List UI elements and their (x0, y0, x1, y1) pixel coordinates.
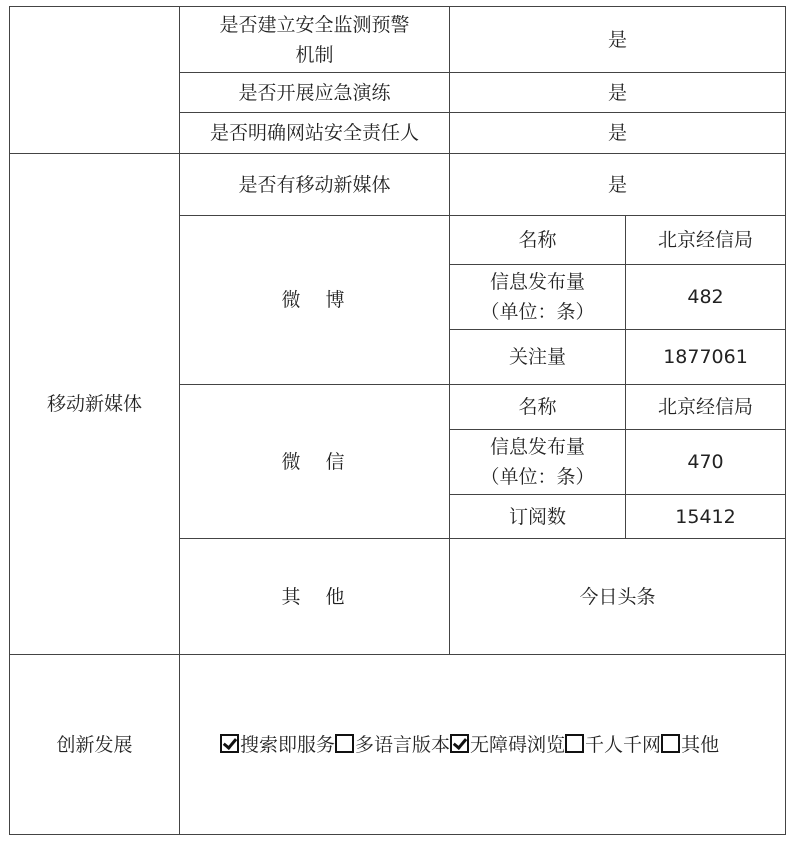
wechat-name-label: 名称 (450, 385, 626, 430)
wechat-subscribers-value: 15412 (626, 495, 786, 539)
option-other[interactable]: 其他 (661, 734, 719, 756)
checkbox-unchecked-icon[interactable] (661, 734, 680, 753)
innovation-options (180, 655, 786, 835)
table-row (10, 655, 786, 835)
wechat-label: 微 信 (180, 385, 450, 539)
has-media-label: 是否有移动新媒体 (180, 154, 450, 216)
option-personalization[interactable]: 千人千网 (565, 734, 661, 756)
option-search-service[interactable]: 搜索即服务 (220, 734, 335, 756)
checkbox-unchecked-icon[interactable] (335, 734, 354, 753)
weibo-name-value: 北京经信局 (626, 216, 786, 265)
wechat-posts-value: 470 (626, 430, 786, 495)
report-table (9, 6, 786, 835)
weibo-label: 微 博 (180, 216, 450, 385)
security-label: 是否开展应急演练 (180, 73, 450, 113)
security-value: 是 (450, 73, 786, 113)
checkbox-checked-icon[interactable] (220, 734, 239, 753)
security-label: 是否明确网站安全责任人 (180, 113, 450, 154)
option-accessibility[interactable]: 无障碍浏览 (450, 734, 565, 756)
security-value: 是 (450, 7, 786, 73)
weibo-name-label: 名称 (450, 216, 626, 265)
weibo-followers-value: 1877061 (626, 330, 786, 385)
innovation-section-label: 创新发展 (10, 655, 180, 835)
wechat-name-value: 北京经信局 (626, 385, 786, 430)
wechat-posts-label: 信息发布量 （单位：条） (450, 430, 626, 495)
table-row (10, 154, 786, 216)
security-section-cell (10, 7, 180, 154)
weibo-posts-label: 信息发布量 （单位：条） (450, 265, 626, 330)
weibo-followers-label: 关注量 (450, 330, 626, 385)
media-section-label: 移动新媒体 (10, 154, 180, 655)
other-media-label: 其 他 (180, 539, 450, 655)
checkbox-checked-icon[interactable] (450, 734, 469, 753)
other-media-value: 今日头条 (450, 539, 786, 655)
checkbox-unchecked-icon[interactable] (565, 734, 584, 753)
table-row (10, 7, 786, 73)
wechat-subscribers-label: 订阅数 (450, 495, 626, 539)
report-table-container (9, 6, 785, 835)
security-label: 是否建立安全监测预警 机制 (180, 7, 450, 73)
has-media-value: 是 (450, 154, 786, 216)
option-multilanguage[interactable]: 多语言版本 (335, 734, 450, 756)
security-value: 是 (450, 113, 786, 154)
weibo-posts-value: 482 (626, 265, 786, 330)
